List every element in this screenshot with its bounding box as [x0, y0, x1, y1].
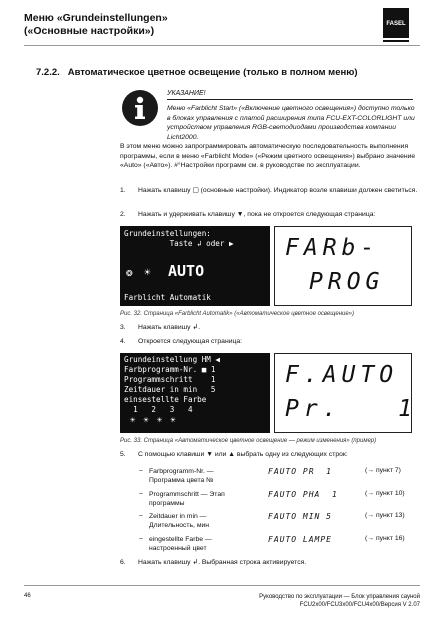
option-line: Длительность, мин	[149, 522, 210, 530]
option-label	[149, 512, 209, 531]
step-text: .	[198, 324, 200, 331]
lamp-icons: ☀☀☀☀	[130, 416, 184, 426]
logo-text: FASEL	[386, 21, 406, 27]
segment-line: FARb-	[285, 235, 380, 261]
lcd-row: Farblicht Automatik	[124, 293, 211, 302]
segment-display-2	[274, 353, 417, 433]
logo-underline	[383, 40, 409, 42]
option-line: Programmschritt — Этап	[149, 491, 225, 498]
step-number: 4.	[120, 338, 126, 345]
lcd-row: Grundeinstellung HM ◀	[124, 355, 221, 364]
option-reference: (→ пункт 10)	[365, 490, 405, 497]
page-header-title	[24, 12, 168, 38]
section-title	[36, 67, 358, 78]
page-number: 46	[24, 593, 31, 599]
segment-line: PROG	[309, 269, 385, 295]
lcd-screen-farblicht	[120, 226, 270, 306]
lcd-row: 1 2 3 4	[124, 405, 193, 414]
step-3	[120, 323, 420, 333]
option-line: Farbprogramm-Nr. —	[149, 468, 214, 475]
header-divider	[24, 45, 420, 46]
option-label	[149, 535, 212, 554]
option-display: FAUTO PR 1	[268, 467, 332, 476]
basic-settings-key-icon: ▢	[192, 187, 199, 194]
arrow-down-icon: ▼	[206, 451, 213, 458]
section-number: 7.2.2.	[36, 67, 60, 78]
step-text: Нажать клавишу	[138, 187, 191, 194]
step-text: Откроется следующая страница:	[138, 338, 243, 345]
option-display: FAUTO PHA 1	[268, 490, 338, 499]
option-reference: (→ пункт 16)	[365, 535, 405, 542]
step-text: (основные настройки). Индикатор возле клавиши должен светиться.	[200, 187, 418, 194]
info-icon	[122, 90, 158, 126]
step-number: 2.	[120, 211, 126, 218]
enter-key-icon: ↲	[192, 559, 199, 566]
step-2	[120, 210, 420, 220]
step-text: или	[214, 451, 227, 458]
lcd-row: einsestellte Farbe	[124, 395, 207, 404]
step-5	[120, 450, 420, 460]
list-bullet: –	[139, 535, 143, 542]
section-heading: Автоматическое цветное освещение (только в полном меню)	[67, 67, 358, 78]
figure-caption: Рис. 32. Страница «Farblicht Automatik» («Автоматическое цветное освещение»)	[120, 311, 354, 317]
option-display: FAUTO MIN 5	[268, 512, 332, 521]
note-text: Меню «Farblicht Start» («Включение цветного освещения») доступно только в блоках управления с платой расширения типа FCU-EXT-COLORLIGHT или устройством управления RGB-светодиодами производства компании Licht2000.	[167, 105, 415, 141]
figure-caption: Рис. 33. Страница «Автоматическое цветное освещение — режим изменения» (пример)	[120, 438, 377, 444]
lcd-row: Zeitdauer in min 5	[124, 385, 216, 394]
note-divider	[167, 99, 413, 100]
option-reference: (→ пункт 7)	[365, 467, 401, 474]
lcd-row: Programmschritt 1	[124, 375, 216, 384]
step-text: Нажать и удерживать клавишу	[138, 211, 235, 218]
footer-line: FCU2x00/FCU3x00/FCU4x00/Версия V 2.07	[299, 602, 420, 608]
option-line: настроенный цвет	[149, 545, 207, 553]
intro-paragraph: В этом меню можно запрограммировать автоматическую последовательность выполнения программы, если в меню «Farblicht Mode» («Режим цветного освещения») выбрано значение «Auto» («Авто»). #°Настройки программ см. в руководстве по эксплуатации.	[120, 143, 416, 170]
arrow-up-icon: ▲	[228, 451, 235, 458]
step-number: 5.	[120, 451, 126, 458]
step-1	[120, 186, 420, 206]
lcd-screen-auto-edit	[120, 353, 270, 433]
step-number: 1.	[120, 187, 126, 194]
list-bullet: –	[139, 467, 143, 474]
footer-divider	[24, 585, 420, 586]
segment-line: Pr. 1	[285, 396, 417, 422]
enter-key-icon: ↲	[192, 324, 199, 331]
option-line: Zeitdauer in min —	[149, 513, 207, 520]
note-title: УКАЗАНИЕ!	[167, 90, 206, 97]
list-bullet: –	[139, 490, 143, 497]
light-icon: ☀	[144, 266, 151, 279]
step-text: С помощью клавиши	[138, 451, 205, 458]
auto-label: AUTO	[168, 262, 205, 280]
option-line: Программа цвета №	[149, 477, 214, 485]
list-bullet: –	[139, 512, 143, 519]
lcd-row: Taste ↲ oder ▶	[165, 239, 234, 248]
lcd-row: Farbprogramm-Nr. ■ 1	[124, 365, 216, 374]
step-4	[120, 337, 420, 347]
footer-line: Руководство по эксплуатации — Блок управления сауной	[259, 594, 420, 600]
segment-display-1	[274, 226, 412, 306]
option-label	[149, 490, 225, 509]
segment-line: F.AUTO	[285, 362, 399, 388]
lcd-row: Grundeinstellungen:	[124, 229, 211, 238]
step-text: выбрать одну из следующих строк:	[236, 451, 348, 458]
fasel-logo	[383, 8, 409, 38]
option-display: FAUTO LAMPE	[268, 535, 332, 544]
step-number: 3.	[120, 324, 126, 331]
option-line: программы	[149, 500, 185, 508]
option-line: eingestellte Farbe —	[149, 536, 212, 543]
step-text: Нажать клавишу	[138, 324, 191, 331]
step-text: , пока не откроется следующая страница:	[243, 211, 376, 218]
header-title-line1: Меню «Grundeinstellungen»	[24, 12, 168, 24]
step-6	[120, 558, 420, 568]
step-text: Нажать клавишу	[138, 559, 191, 566]
step-text: . Выбранная строка активируется.	[198, 559, 307, 566]
option-reference: (→ пункт 13)	[365, 512, 405, 519]
option-label	[149, 467, 214, 486]
header-title-line2: («Основные настройки»)	[24, 25, 155, 37]
arrow-down-icon: ▼	[236, 211, 244, 218]
step-number: 6.	[120, 559, 126, 566]
sauna-icon: ❂	[126, 266, 133, 279]
footer-text	[215, 593, 420, 609]
